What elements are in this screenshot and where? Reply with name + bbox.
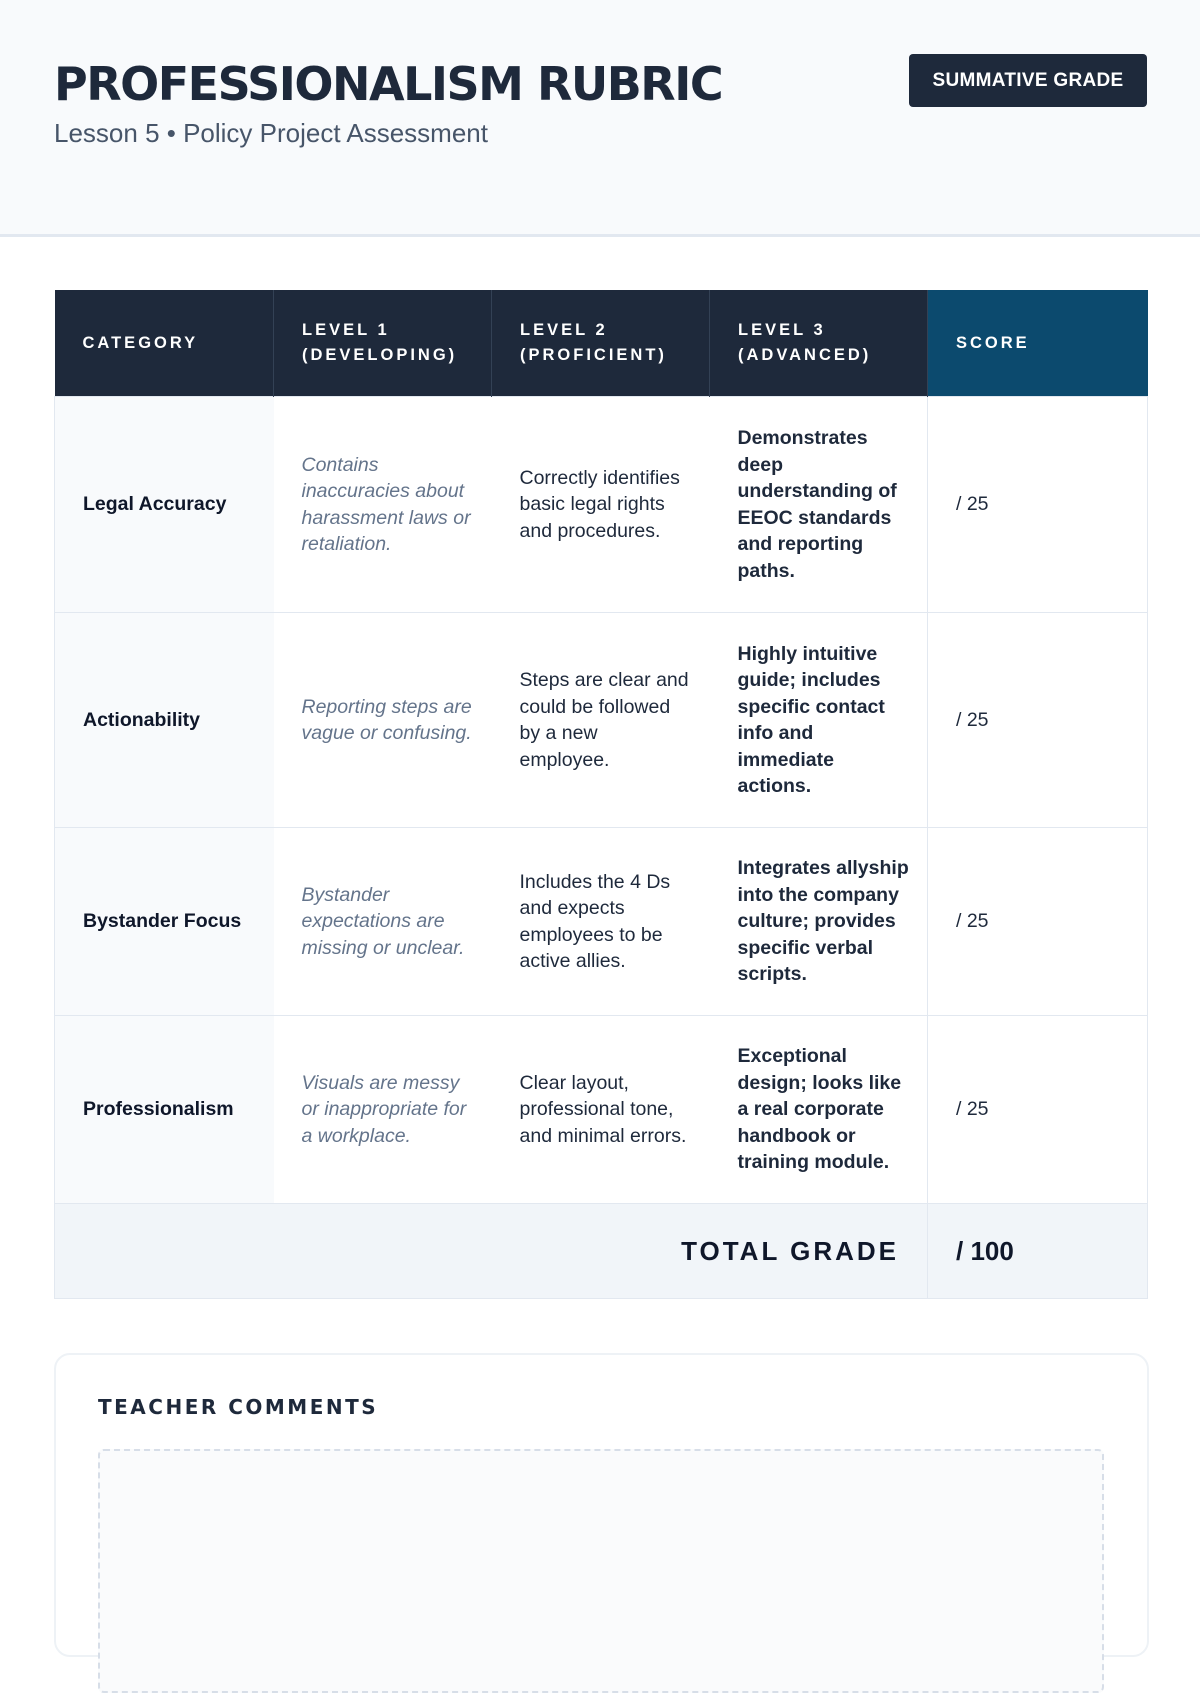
rubric-table (54, 290, 1148, 1299)
row-category: Bystander Focus (55, 828, 274, 1016)
header-level-1: LEVEL 1 (DEVELOPING) (274, 290, 492, 397)
page-header (0, 0, 1200, 237)
row-category: Professionalism (55, 1016, 274, 1204)
row-category: Actionability (55, 613, 274, 828)
row-score[interactable]: / 25 (928, 613, 1148, 828)
table-row (55, 1016, 1148, 1204)
table-row (55, 828, 1148, 1016)
table-row (55, 613, 1148, 828)
row-level-3: Demonstrates deep understanding of EEOC standards and reporting paths. (710, 397, 928, 613)
page-title: PROFESSIONALISM RUBRIC (54, 57, 723, 111)
row-level-2: Correctly identifies basic legal rights and procedures. (492, 397, 710, 613)
table-row (55, 397, 1148, 613)
total-grade-value[interactable]: / 100 (928, 1204, 1148, 1299)
row-level-1: Contains inaccuracies about harassment laws or retaliation. (274, 397, 492, 613)
row-level-1: Bystander expectations are missing or unclear. (274, 828, 492, 1016)
row-level-3: Exceptional design; looks like a real corporate handbook or training module. (710, 1016, 928, 1204)
header-category: CATEGORY (55, 290, 274, 397)
teacher-comments-field[interactable] (98, 1449, 1104, 1693)
row-level-2: Clear layout, professional tone, and minimal errors. (492, 1016, 710, 1204)
header-level-2: LEVEL 2 (PROFICIENT) (492, 290, 710, 397)
total-row (55, 1204, 1148, 1299)
table-header-row (55, 290, 1148, 397)
header-level-3: LEVEL 3 (ADVANCED) (710, 290, 928, 397)
total-grade-label: TOTAL GRADE (55, 1204, 928, 1299)
teacher-comments-title: TEACHER COMMENTS (98, 1395, 379, 1419)
row-score[interactable]: / 25 (928, 1016, 1148, 1204)
row-level-2: Steps are clear and could be followed by a new employee. (492, 613, 710, 828)
row-level-3: Integrates allyship into the company culture; provides specific verbal scripts. (710, 828, 928, 1016)
header-score: SCORE (928, 290, 1148, 397)
row-level-1: Reporting steps are vague or confusing. (274, 613, 492, 828)
row-category: Legal Accuracy (55, 397, 274, 613)
row-level-3: Highly intuitive guide; includes specific contact info and immediate actions. (710, 613, 928, 828)
summative-grade-badge: SUMMATIVE GRADE (909, 54, 1147, 107)
row-level-1: Visuals are messy or inappropriate for a workplace. (274, 1016, 492, 1204)
teacher-comments-card (54, 1353, 1149, 1657)
row-score[interactable]: / 25 (928, 397, 1148, 613)
page-subtitle: Lesson 5 • Policy Project Assessment (54, 118, 488, 148)
row-level-2: Includes the 4 Ds and expects employees to be active allies. (492, 828, 710, 1016)
row-score[interactable]: / 25 (928, 828, 1148, 1016)
